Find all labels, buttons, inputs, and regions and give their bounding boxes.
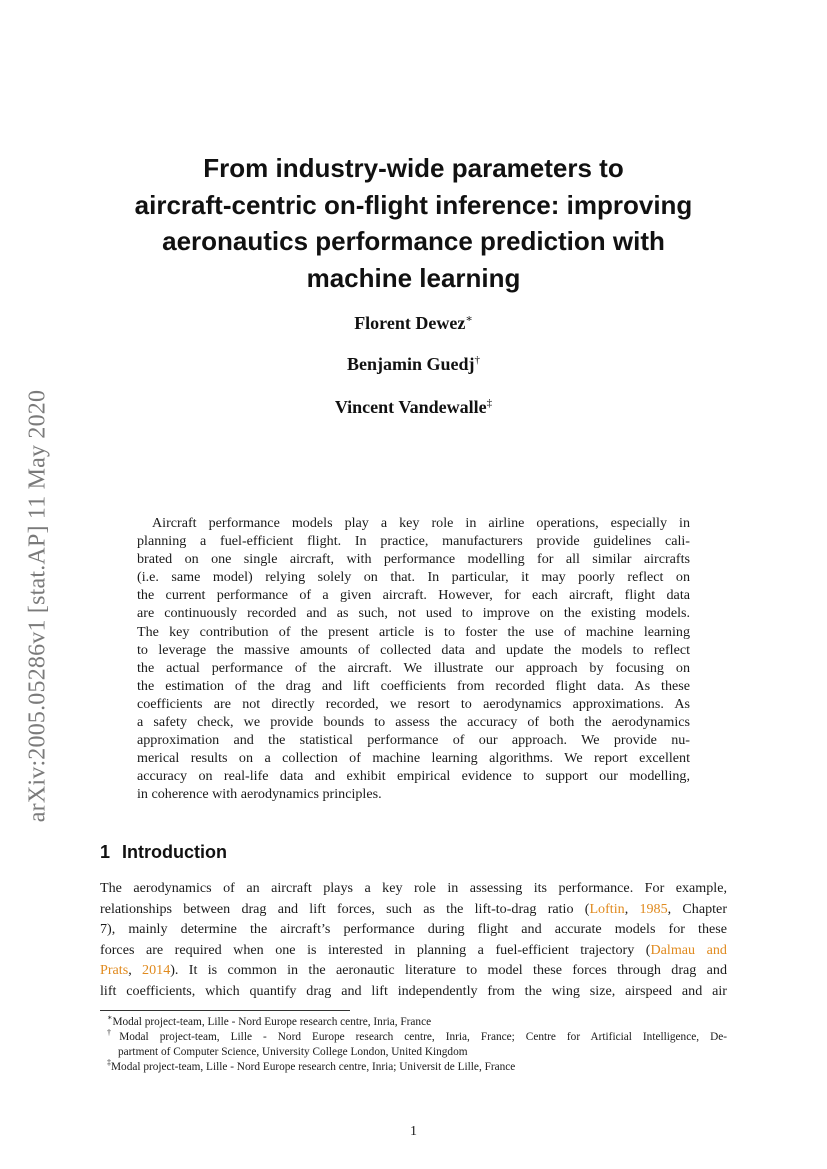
body-text-segment: , Chapter [667, 900, 728, 917]
abstract-line: coefficients are not directly recorded, we resort to aerodynamics approximations. As [137, 695, 690, 712]
abstract-line: approximation and the statistical performance of our approach. We provide nu- [137, 732, 690, 749]
arxiv-sidebar [22, 350, 54, 862]
citation-prats-author[interactable]: Prats [100, 962, 129, 979]
author-name: Florent Dewez [354, 313, 466, 333]
abstract-line: (i.e. same model) relying solely on that. In particular, it may poorly reflect on [137, 569, 690, 586]
footnotes [100, 1015, 727, 1075]
abstract-line: the estimation of the drag and lift coefficients from recorded flight data. As these [137, 677, 690, 694]
arxiv-identifier[interactable]: arXiv:2005.05286v1 [stat.AP] 11 May 2020 [24, 389, 51, 823]
title-line: machine learning [306, 262, 521, 293]
body-text-segment: ). It is common in the aeronautic literature to model these forces through drag and [170, 962, 727, 979]
footnote-text: Modal project-team, Lille - Nord Europe research centre, Inria, France; Centre for Artificial Intelligence, De- [119, 1031, 728, 1043]
author-footnote-mark[interactable]: ‡ [486, 397, 493, 409]
abstract-line: The key contribution of the present article is to foster the use of machine learning [137, 623, 690, 640]
abstract-line: planning a fuel-efficient flight. In practice, manufacturers provide guidelines cali- [137, 533, 690, 550]
author-florent-dewez [100, 313, 727, 334]
abstract-line: the actual performance of the aircraft. We illustrate our approach by focusing on [137, 659, 690, 676]
title-line: aeronautics performance prediction with [162, 226, 665, 256]
title-line: aircraft-centric on-flight inference: improving [134, 189, 693, 220]
body-text-segment: forces are required when one is interested in planning a fuel-efficient trajectory ( [100, 941, 651, 958]
footnote-2-continued: partment of Computer Science, University College London, United Kingdom [118, 1046, 468, 1058]
body-line: 7), mainly determine the aircraft’s performance during flight and accurate models for these [100, 921, 727, 938]
citation-separator: , [624, 900, 640, 917]
footnote-1 [100, 1015, 727, 1030]
body-line: lift coefficients, which quantify drag and lift independently from the wing size, airspeed and air [100, 982, 727, 999]
body-text-segment: relationships between drag and lift forces, such as the lift-to-drag ratio ( [100, 900, 590, 917]
author-benjamin-guedj [100, 354, 727, 375]
body-line [100, 899, 727, 920]
citation-dalmau-year[interactable]: 2014 [142, 962, 171, 979]
footnote-rule [100, 1010, 350, 1011]
author-footnote-mark[interactable]: † [474, 354, 480, 366]
citation-separator: , [128, 962, 143, 979]
author-name: Benjamin Guedj [346, 354, 475, 374]
abstract-line: brated on one single aircraft, with performance modelling for all similar aircrafts [137, 551, 690, 568]
abstract [137, 514, 690, 804]
citation-loftin-year[interactable]: 1985 [639, 900, 668, 917]
footnote-mark: ‡ [107, 1058, 111, 1068]
section-title: Introduction [122, 842, 227, 862]
body-line [100, 940, 727, 961]
title-line: From industry-wide parameters to [203, 153, 624, 183]
section-number: 1 [100, 842, 111, 862]
abstract-line: the current performance of a given aircraft. However, for each aircraft, flight data [137, 587, 690, 604]
footnote-text: Modal project-team, Lille - Nord Europe research centre, Inria; Universit de Lille, France [111, 1061, 516, 1073]
abstract-line: in coherence with aerodynamics principles. [137, 786, 382, 803]
author-footnote-mark[interactable]: ∗ [465, 313, 473, 325]
paper-title [100, 150, 727, 296]
author-vincent-vandewalle [100, 397, 727, 418]
footnote-3 [100, 1060, 727, 1075]
introduction-paragraph [100, 878, 727, 1002]
page-number: 1 [410, 1124, 417, 1139]
body-line [100, 960, 727, 981]
body-line: The aerodynamics of an aircraft plays a key role in assessing its performance. For example, [100, 880, 727, 896]
citation-loftin-author[interactable]: Loftin [589, 900, 625, 917]
abstract-line: merical results on a collection of machine learning algorithms. We report excellent [137, 750, 690, 767]
citation-dalmau-author[interactable]: Dalmau and [650, 941, 727, 958]
footnote-text: Modal project-team, Lille - Nord Europe research centre, Inria, France [112, 1016, 432, 1028]
abstract-line: Aircraft performance models play a key role in airline operations, especially in [152, 515, 690, 531]
footnote-mark: † [107, 1028, 120, 1038]
abstract-line: are continuously recorded and as such, not used to improve on the existing models. [137, 605, 690, 622]
author-name: Vincent Vandewalle [334, 397, 487, 417]
abstract-line: to leverage the massive amounts of collected data and update the models to reflect [137, 641, 690, 658]
abstract-line: accuracy on real-life data and exhibit empirical evidence to support our modelling, [137, 768, 690, 785]
abstract-line: a safety check, we provide bounds to assess the accuracy of both the aerodynamics [137, 714, 690, 731]
footnote-mark: ∗ [107, 1013, 113, 1023]
section-heading-introduction [100, 842, 227, 863]
footnote-2 [100, 1030, 727, 1045]
